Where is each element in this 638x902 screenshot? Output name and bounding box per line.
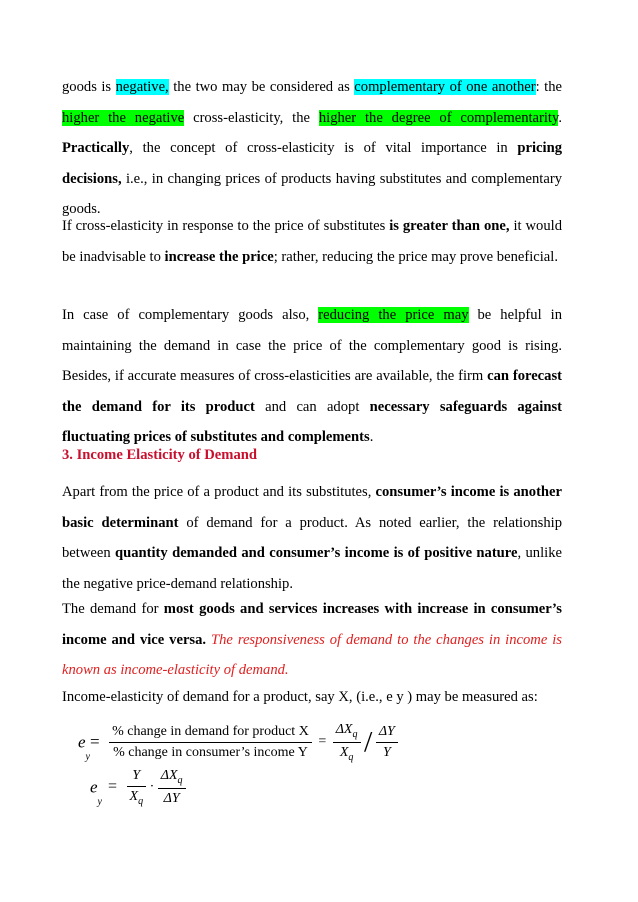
paragraph-complementary-goods bbox=[62, 300, 562, 453]
equals-sign: = bbox=[108, 778, 118, 796]
delta-y: ΔY bbox=[378, 723, 395, 739]
delta-xq: ΔX bbox=[335, 722, 353, 737]
section-heading: 3. Income Elasticity of Demand bbox=[62, 447, 257, 463]
text: the two may be considered as bbox=[168, 79, 355, 95]
text: it would be inadvisable to bbox=[62, 218, 562, 265]
text: of demand for a product. As noted earlier, the relationship between bbox=[62, 514, 562, 561]
text: If cross-elasticity in response to the price of substitutes bbox=[62, 218, 390, 234]
bold-positive-nature: quantity demanded and consumer’s income is of positive nature bbox=[115, 545, 518, 561]
symbol-e: e bbox=[78, 732, 86, 752]
fraction-deltaxq-over-deltay bbox=[158, 768, 186, 807]
text: i.e., in changing prices of products having substitutes and complementary goods. bbox=[62, 170, 562, 217]
text: goods is bbox=[62, 79, 116, 95]
text: and can adopt bbox=[254, 398, 370, 415]
bold-pricing-decisions: pricing decisions, bbox=[62, 140, 562, 187]
text: Apart from the price of a product and its substitutes, bbox=[62, 484, 376, 500]
bold-increase-price: increase the price bbox=[164, 248, 274, 265]
delta-y: ΔY bbox=[158, 788, 186, 807]
text: , the concept of cross-elasticity is of vital importance in bbox=[129, 140, 518, 156]
sub-q: q bbox=[348, 751, 354, 763]
symbol-e: e bbox=[90, 777, 98, 797]
definition-italic: The responsiveness of demand to the changes in income is known as income-elasticity of demand. bbox=[62, 631, 562, 678]
formula-income-elasticity bbox=[78, 722, 398, 763]
equals-sign: = bbox=[90, 732, 100, 752]
xq: X bbox=[129, 789, 139, 804]
bold-greater-than-one: is greater than one, bbox=[389, 218, 510, 234]
text: . bbox=[558, 109, 562, 126]
xq: X bbox=[339, 744, 349, 760]
symbol-sub-y: y bbox=[85, 751, 90, 763]
denominator-income: % change in consumer’s income Y bbox=[109, 742, 312, 761]
highlight-higher-degree: higher the degree of complementarity bbox=[318, 109, 559, 126]
text: . bbox=[369, 429, 374, 445]
text: The demand for bbox=[62, 601, 164, 617]
paragraph-income-determinant bbox=[62, 477, 562, 599]
sub-q: q bbox=[138, 795, 144, 807]
equals-sign: = bbox=[318, 734, 327, 750]
highlight-reducing-price: reducing the price may bbox=[318, 307, 469, 323]
bold-forecast-demand: can forecast the demand for its product bbox=[62, 368, 562, 415]
bold-demand-increases: most goods and services increases with increase in consumer’s income and vice versa. bbox=[62, 601, 562, 648]
multiply-dot: · bbox=[149, 779, 155, 795]
division-slash: / bbox=[364, 725, 373, 759]
paragraph-cross-elasticity-complementary bbox=[62, 72, 562, 225]
highlight-higher-negative: higher the negative bbox=[62, 109, 185, 126]
text: : the bbox=[535, 79, 562, 95]
highlight-negative: negative, bbox=[115, 79, 169, 95]
sub-q: q bbox=[352, 728, 358, 740]
text: In case of complementary goods also, bbox=[62, 307, 319, 323]
y: Y bbox=[132, 768, 141, 783]
fraction-percent-change bbox=[109, 724, 312, 761]
bold-safeguards: necessary safeguards against fluctuating prices of substitutes and complements bbox=[62, 398, 562, 445]
text: ; rather, reducing the price may prove beneficial. bbox=[273, 248, 558, 265]
delta-xq: ΔX bbox=[160, 768, 178, 783]
paragraph-income-definition bbox=[62, 594, 562, 686]
text: , unlike the negative price-demand relationship. bbox=[62, 545, 562, 592]
formula-income-elasticity-simplified bbox=[90, 768, 186, 808]
bold-income-determinant: consumer’s income is another basic determinant bbox=[62, 484, 562, 531]
y: Y bbox=[376, 742, 398, 761]
fraction-y-over-xq bbox=[127, 768, 147, 807]
sub-q: q bbox=[177, 774, 183, 786]
paragraph-substitutes bbox=[62, 211, 562, 272]
highlight-complementary: complementary of one another bbox=[354, 79, 536, 95]
symbol-sub-y: y bbox=[97, 796, 102, 808]
fraction-delta-x bbox=[333, 722, 361, 763]
bold-practically: Practically bbox=[62, 140, 130, 156]
numerator-demand: % change in demand for product X bbox=[112, 723, 309, 739]
text: be helpful in maintaining the demand in case the price of the complementary good is rising. Besides, if accurate measures of cross-elasticities are available, the firm bbox=[62, 307, 562, 384]
paragraph-measured-as: Income-elasticity of demand for a product, say X, (i.e., e y ) may be measured as: bbox=[62, 689, 538, 705]
fraction-delta-y bbox=[376, 724, 398, 761]
text: cross-elasticity, the bbox=[184, 109, 319, 126]
